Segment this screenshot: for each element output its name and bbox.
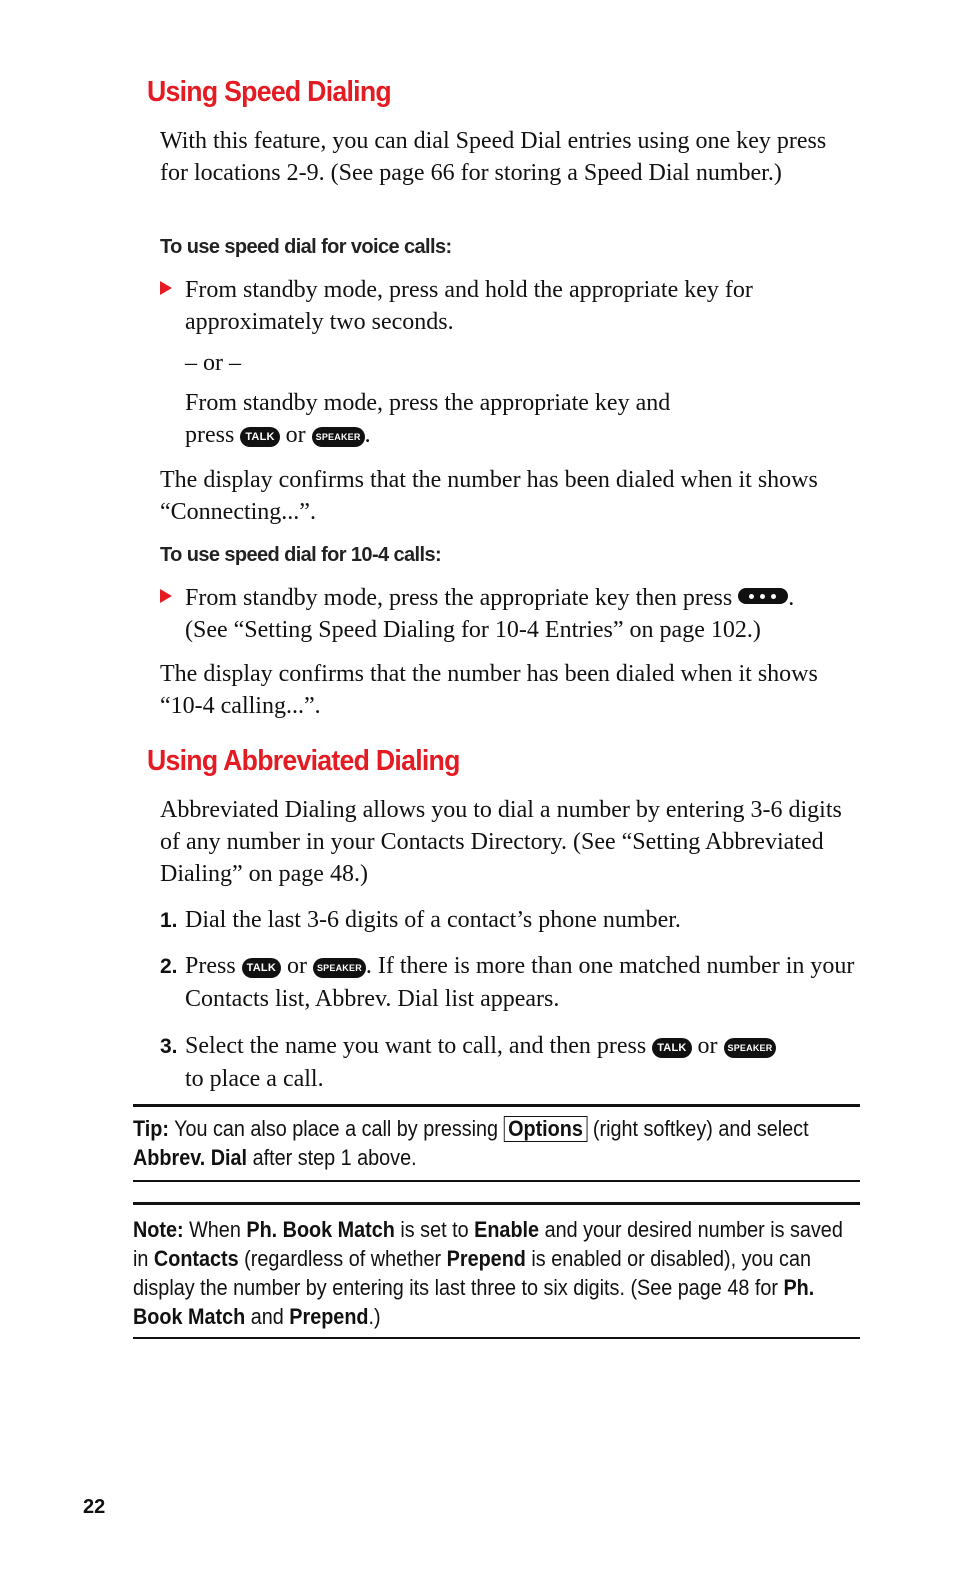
alt-line: From standby mode, press the appropriate key and: [185, 390, 671, 416]
speaker-key-icon: SPEAKER: [724, 1038, 777, 1058]
talk-key-icon: TALK: [240, 427, 279, 447]
speed-dialing-heading: Using Speed Dialing: [147, 76, 391, 108]
note-top-rule: [133, 1202, 860, 1205]
step-1: 1. Dial the last 3-6 digits of a contact’s phone number.: [160, 907, 681, 933]
ptt-key-icon: [738, 588, 788, 604]
options-softkey-label: Options: [504, 1116, 588, 1142]
ptt-bullet: From standby mode, press the appropriate key then press . (See “Setting Speed Dialing for 10-4 Entries” on page 102.): [160, 582, 860, 646]
note-bottom-rule: [133, 1337, 860, 1339]
voice-calls-subheading: To use speed dial for voice calls:: [160, 236, 452, 258]
abbreviated-dialing-heading: Using Abbreviated Dialing: [147, 745, 460, 777]
voice-bullet-text: From standby mode, press and hold the appropriate key for approximately two seconds.: [185, 277, 753, 335]
step-2: 2. Press TALK or SPEAKER . If there is more than one matched number in your Contacts list, Abbrev. Dial list appears.: [160, 953, 855, 1012]
tip-top-rule: [133, 1104, 860, 1107]
note-label: Note:: [133, 1217, 184, 1242]
page-number: 22: [83, 1496, 106, 1518]
ptt-confirm-text: The display confirms that the number has been dialed when it shows “10-4 calling...”.: [160, 661, 818, 719]
step-3: 3. Select the name you want to call, and then press TALK or SPEAKER to place a call.: [160, 1030, 860, 1096]
abbreviated-dialing-intro: Abbreviated Dialing allows you to dial a number by entering 3-6 digits of any number in your Contacts Directory. (See “Setting Abbreviated Dialing” on page 48.): [160, 797, 842, 887]
tip-bottom-rule: [133, 1180, 860, 1182]
speaker-key-icon: SPEAKER: [312, 427, 365, 447]
ptt-calls-subheading: To use speed dial for 10-4 calls:: [160, 544, 442, 566]
speed-dialing-intro: With this feature, you can dial Speed Dial entries using one key press for locations 2-9. (See page 66 for storing a Speed Dial number.): [160, 128, 827, 186]
note-box: Note: When Ph. Book Match is set to Enable and your desired number is saved in Contacts (regardless of whether Prepend is enabled or disabled), you can display the number by entering its last three to six digits. (See page 48 for Ph. Book Match and Prepend.): [133, 1217, 843, 1329]
or-separator: – or –: [185, 350, 241, 376]
bullet-triangle-icon: [160, 281, 172, 295]
voice-bullet: [160, 274, 860, 338]
tip-label: Tip:: [133, 1116, 169, 1141]
talk-key-icon: TALK: [242, 958, 281, 978]
voice-confirm-text: The display confirms that the number has been dialed when it shows “Connecting...”.: [160, 467, 818, 525]
voice-alternative: From standby mode, press the appropriate key and press TALK or SPEAKER .: [185, 390, 671, 448]
talk-key-icon: TALK: [652, 1038, 691, 1058]
bullet-triangle-icon: [160, 589, 172, 603]
speaker-key-icon: SPEAKER: [313, 958, 366, 978]
tip-box: Tip: You can also place a call by pressing Options (right softkey) and select Abbrev. Dial after step 1 above.: [133, 1116, 809, 1170]
